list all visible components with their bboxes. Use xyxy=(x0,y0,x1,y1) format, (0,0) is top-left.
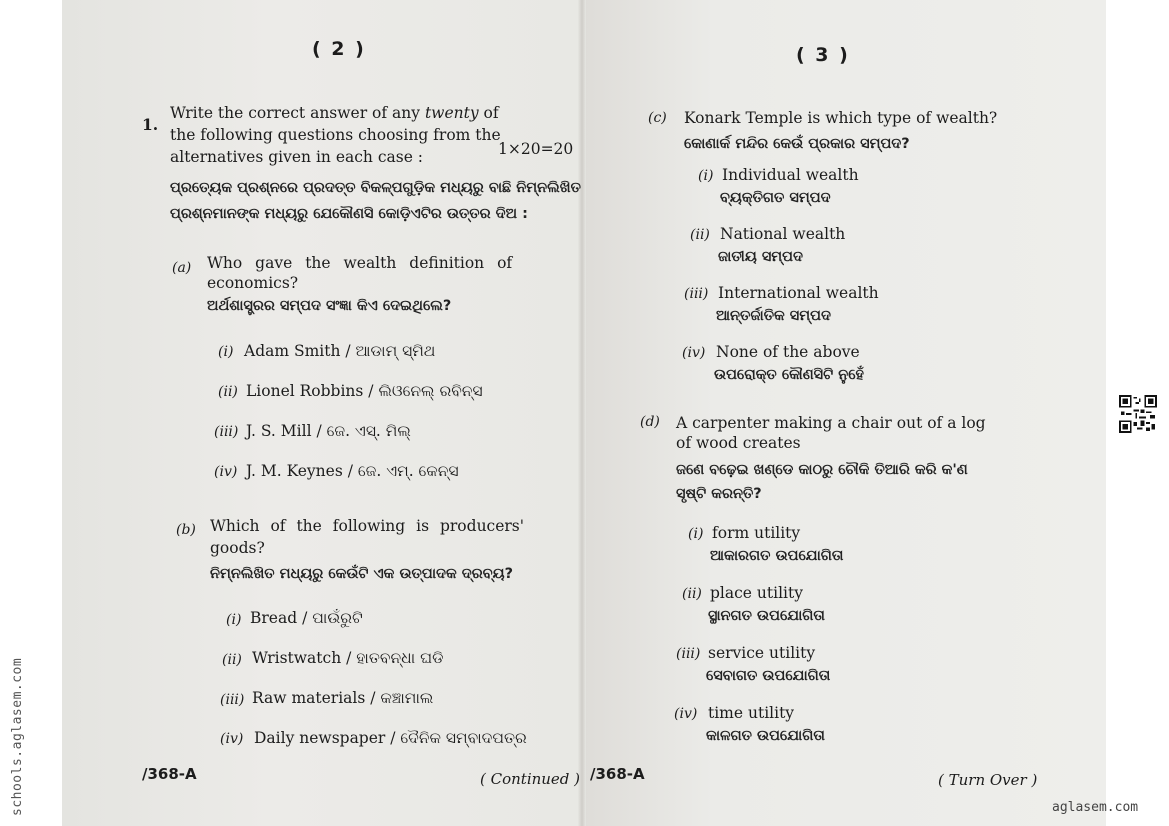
part-a-option-1: Adam Smith / ଆଡାମ୍ ସ୍ମିଥ xyxy=(244,342,436,360)
part-d-option-4: time utility xyxy=(708,704,795,722)
page-number-right: ( 3 ) xyxy=(796,44,850,66)
part-c-label: (c) xyxy=(648,110,667,126)
part-d-option-label-3: (iii) xyxy=(676,646,701,662)
part-d-odia-2: ସୃଷ୍ଟି କରନ୍ତି? xyxy=(676,486,762,502)
part-c-odia: କୋଣାର୍କ ମନ୍ଦିର କେଉଁ ପ୍ରକାର ସମ୍ପଦ? xyxy=(684,136,910,152)
part-a-option-label-4: (iv) xyxy=(214,464,238,480)
part-d-text-1: A carpenter making a chair out of a log xyxy=(676,414,986,432)
part-c-option-label-1: (i) xyxy=(698,168,714,184)
page-number-left: ( 2 ) xyxy=(312,38,366,60)
part-d-option-4-odia: କାଳଗତ ଉପଯୋଗିତା xyxy=(706,728,825,744)
part-a-text-1: Who gave the wealth definition of xyxy=(207,254,513,272)
part-d-option-label-2: (ii) xyxy=(682,586,702,602)
part-c-option-label-2: (ii) xyxy=(690,227,710,243)
instruction-odia-2: ପ୍ରଶ୍ନମାନଙ୍କ ମଧ୍ୟରୁ ଯେକୌଣସି କୋଡ଼ିଏଟିର ଉତ୍ତର ଦିଅ : xyxy=(170,206,528,222)
footer-code-left: /368-A xyxy=(142,765,197,783)
footer-continued: ( Continued ) xyxy=(480,770,581,788)
part-b-option-label-1: (i) xyxy=(226,612,242,628)
part-d-text-2: of wood creates xyxy=(676,434,801,452)
part-c-option-3: International wealth xyxy=(718,284,879,302)
qr-code-icon xyxy=(1119,395,1157,433)
part-a-option-2: Lionel Robbins / ଲିଓନେଲ୍ ରବିନ୍ସ xyxy=(246,382,483,400)
part-c-option-3-odia: ଆନ୍ତର୍ଜାତିକ ସମ୍ପଦ xyxy=(716,308,831,324)
part-c-option-label-4: (iv) xyxy=(682,345,706,361)
part-a-odia: ଅର୍ଥଶାସ୍ତ୍ରର ସମ୍ପଦ ସଂଜ୍ଞା କିଏ ଦେଇଥିଲେ? xyxy=(207,298,452,314)
marks: 1×20=20 xyxy=(498,140,574,158)
part-c-option-2-odia: ଜାତୀୟ ସମ୍ପଦ xyxy=(718,249,803,265)
instruction-line-1: Write the correct answer of any twenty of xyxy=(170,104,499,122)
part-d-option-1: form utility xyxy=(712,524,801,542)
instruction-line-3: alternatives given in each case : xyxy=(170,148,424,166)
corner-watermark: aglasem.com xyxy=(1052,800,1139,815)
part-d-option-1-odia: ଆକାରଗତ ଉପଯୋଗିତା xyxy=(710,548,844,564)
part-b-option-label-3: (iii) xyxy=(220,692,245,708)
part-b-option-3: Raw materials / କଞ୍ଚାମାଲ xyxy=(252,689,434,707)
part-d-label: (d) xyxy=(640,414,660,430)
part-a-option-3: J. S. Mill / ଜେ. ଏସ୍. ମିଲ୍ xyxy=(246,422,411,440)
part-b-option-label-2: (ii) xyxy=(222,652,242,668)
part-c-text: Konark Temple is which type of wealth? xyxy=(684,109,998,127)
part-b-text-2: goods? xyxy=(210,539,265,557)
part-a-option-label-1: (i) xyxy=(218,344,234,360)
part-a-text-2: economics? xyxy=(207,274,299,292)
instruction-odia-1: ପ୍ରତ୍ୟେକ ପ୍ରଶ୍ନରେ ପ୍ରଦତ୍ତ ବିକଳ୍ପଗୁଡ଼ିକ ମଧ୍ୟରୁ ବାଛି ନିମ୍ନଲିଖିତ xyxy=(170,180,581,196)
part-b-option-4: Daily newspaper / ଦୈନିକ ସମ୍ବାଦପତ୍ର xyxy=(254,729,527,747)
part-b-option-label-4: (iv) xyxy=(220,731,244,747)
instruction-line-2: the following questions choosing from the xyxy=(170,126,501,144)
part-c-option-1: Individual wealth xyxy=(722,166,859,184)
book-spine xyxy=(578,0,586,826)
part-d-option-label-4: (iv) xyxy=(674,706,698,722)
part-d-option-2-odia: ସ୍ଥାନଗତ ଉପଯୋଗିତା xyxy=(708,608,825,624)
part-c-option-label-3: (iii) xyxy=(684,286,709,302)
part-d-option-3: service utility xyxy=(708,644,816,662)
side-watermark: schools.aglasem.com xyxy=(10,657,25,816)
part-d-option-label-1: (i) xyxy=(688,526,704,542)
part-c-option-2: National wealth xyxy=(720,225,846,243)
part-a-label: (a) xyxy=(172,260,192,276)
part-d-option-2: place utility xyxy=(710,584,803,602)
part-b-text-1: Which of the following is producers' xyxy=(210,517,525,535)
part-a-option-label-2: (ii) xyxy=(218,384,238,400)
part-c-option-4-odia: ଉପରୋକ୍ତ କୌଣସିଟି ନୁହେଁ xyxy=(714,367,864,383)
part-d-option-3-odia: ସେବାଗତ ଉପଯୋଗିତା xyxy=(706,668,831,684)
part-d-odia-1: ଜଣେ ବଢ଼େଇ ଖଣ୍ଡେ କାଠରୁ ଚୌକି ତିଆରି କରି କ'ଣ xyxy=(676,462,968,478)
part-c-option-1-odia: ବ୍ୟକ୍ତିଗତ ସମ୍ପଦ xyxy=(720,190,831,206)
part-a-option-label-3: (iii) xyxy=(214,424,239,440)
footer-code-right: /368-A xyxy=(590,765,645,783)
part-b-odia: ନିମ୍ନଲିଖିତ ମଧ୍ୟରୁ କେଉଁଟି ଏକ ଉତ୍ପାଦକ ଦ୍ରବ୍ୟ? xyxy=(210,566,513,582)
footer-turn-over: ( Turn Over ) xyxy=(938,771,1038,789)
part-b-option-1: Bread / ପାଉଁରୁଟି xyxy=(250,609,363,627)
part-a-option-4: J. M. Keynes / ଜେ. ଏମ୍. କେନ୍ସ xyxy=(246,462,459,480)
part-b-option-2: Wristwatch / ହାତବନ୍ଧା ଘଡି xyxy=(252,649,444,667)
part-c-option-4: None of the above xyxy=(716,343,860,361)
part-b-label: (b) xyxy=(176,522,196,538)
question-number: 1. xyxy=(142,115,159,134)
